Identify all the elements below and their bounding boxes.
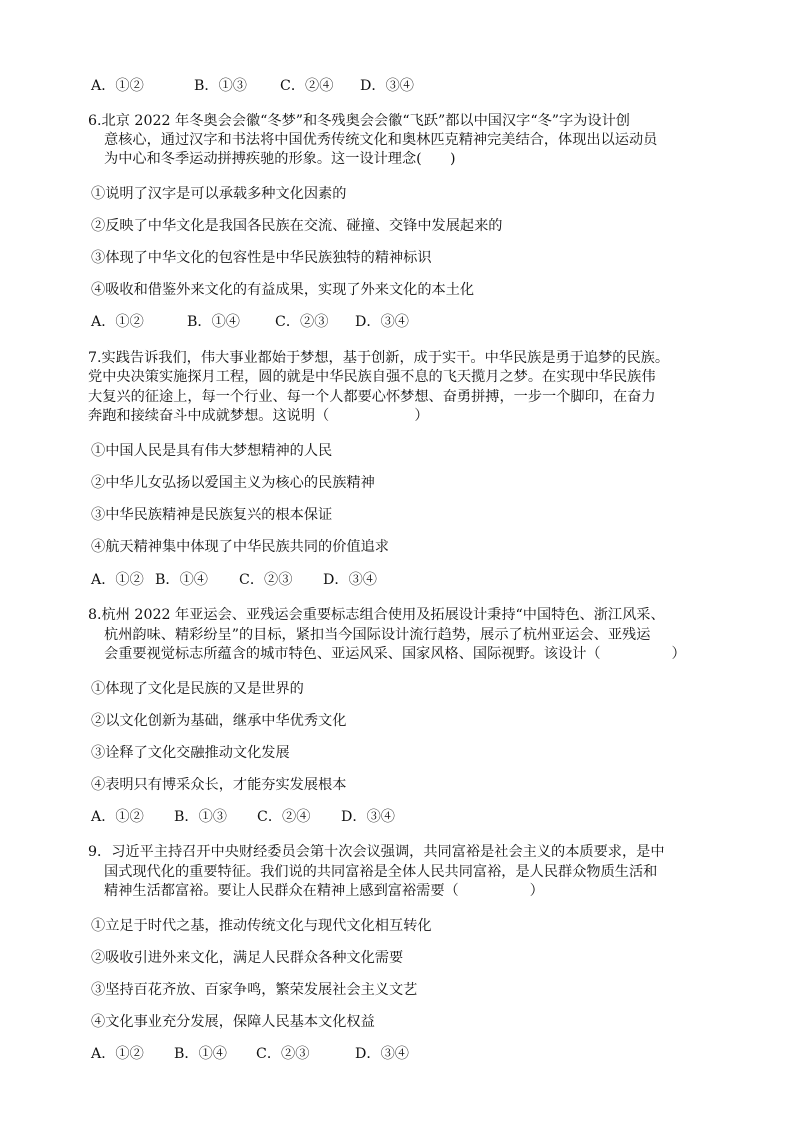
- question-7-option-1: ①中国人民是具有伟大梦想精神的人民: [91, 443, 333, 459]
- answer-row-q7: [91, 571, 377, 589]
- question-9-line-2: 国式现代化的重要特征。我们说的共同富裕是全体人民共同富裕，是人民群众物质生活和: [104, 864, 658, 880]
- question-6-option-4: ④吸收和借鉴外来文化的有益成果，实现了外来文化的本土化: [91, 282, 475, 298]
- answer-a: A．①②: [91, 572, 144, 588]
- answer-b: B．①③: [194, 78, 247, 94]
- question-9-line-1: 9．习近平主持召开中央财经委员会第十次会议强调，共同富裕是社会主义的本质要求，是中: [88, 844, 665, 860]
- question-7-option-3: ③中华民族精神是民族复兴的根本保证: [91, 507, 333, 523]
- question-9-option-2: ②吸收引进外来文化，满足人民群众各种文化需要: [91, 950, 404, 966]
- question-7-line-2: 党中央决策实施探月工程，圆的就是中华民族自强不息的飞天揽月之梦。在实现中华民族伟: [88, 369, 656, 385]
- answer-d: D．③④: [341, 809, 395, 825]
- question-6-line-2: 意核心，通过汉字和书法将中国优秀传统文化和奥林匹克精神完美结合，体现出以运动员: [104, 132, 658, 148]
- answer-a: A．①②: [91, 1046, 144, 1062]
- answer-c: C．②③: [275, 314, 329, 330]
- answer-row-q5: [91, 77, 414, 95]
- question-8-option-4: ④表明只有博采众长，才能夯实发展根本: [91, 777, 347, 793]
- answer-a: A．①②: [91, 809, 144, 825]
- question-6-option-1: ①说明了汉字是可以承载多种文化因素的: [91, 186, 347, 202]
- answer-d: D．③④: [355, 314, 409, 330]
- answer-row-q6: [91, 313, 409, 331]
- answer-b: B．①④: [174, 1046, 227, 1062]
- question-9-option-3: ③坚持百花齐放、百家争鸣，繁荣发展社会主义文艺: [91, 982, 418, 998]
- question-6-option-3: ③体现了中华文化的包容性是中华民族独特的精神标识: [91, 250, 432, 266]
- answer-c: C．②④: [280, 78, 334, 94]
- answer-b: B．①④: [155, 572, 208, 588]
- question-8-line-1: 8.杭州 2022 年亚运会、亚残运会重要标志组合使用及拓展设计秉持“中国特色、浙江风采、: [88, 607, 665, 623]
- question-7-option-2: ②中华儿女弘扬以爱国主义为核心的民族精神: [91, 475, 375, 491]
- question-7-line-1: 7.实践告诉我们，伟大事业都始于梦想，基于创新，成于实干。中华民族是勇于追梦的民族。: [88, 350, 670, 366]
- question-8-line-2: 杭州韵味、精彩纷呈”的目标，紧扣当今国际设计流行趋势，展示了杭州亚运会、亚残运: [104, 627, 651, 643]
- question-9-line-3: 精神生活都富裕。要让人民群众在精神上感到富裕需要（ ）: [104, 883, 544, 899]
- answer-d: D．③④: [360, 78, 414, 94]
- question-7-line-4: 奔跑和接续奋斗中成就梦想。这说明（ ）: [88, 408, 429, 424]
- question-8-option-3: ③诠释了文化交融推动文化发展: [91, 745, 290, 761]
- answer-c: C．②④: [257, 809, 311, 825]
- answer-b: B．①③: [174, 809, 227, 825]
- question-9-option-1: ①立足于时代之基，推动传统文化与现代文化相互转化: [91, 918, 432, 934]
- answer-d: D．③④: [355, 1046, 409, 1062]
- answer-row-q8: [91, 808, 395, 826]
- answer-b: B．①④: [187, 314, 240, 330]
- question-6-option-2: ②反映了中华文化是我国各民族在交流、碰撞、交锋中发展起来的: [91, 218, 503, 234]
- answer-a: A．①②: [91, 78, 144, 94]
- question-8-option-2: ②以文化创新为基础，继承中华优秀文化: [91, 713, 347, 729]
- question-7-line-3: 大复兴的征途上，每一个行业、每一个人都要心怀梦想、奋勇拼搏，一步一个脚印，在奋力: [88, 389, 656, 405]
- question-9-option-4: ④文化事业充分发展，保障人民基本文化权益: [91, 1014, 375, 1030]
- answer-d: D．③④: [323, 572, 377, 588]
- question-7-option-4: ④航天精神集中体现了中华民族共同的价值追求: [91, 539, 389, 555]
- question-8-option-1: ①体现了文化是民族的又是世界的: [91, 681, 304, 697]
- question-8-line-3: 会重要视觉标志所蕴含的城市特色、亚运风采、国家风格、国际视野。该设计（ ）: [104, 646, 686, 662]
- answer-row-q9: [91, 1045, 409, 1063]
- question-6-line-1: 6.北京 2022 年冬奥会会徽“冬梦”和冬残奥会会徽“飞跃”都以中国汉字“冬”字为设计创: [88, 113, 630, 129]
- question-6-line-3: 为中心和冬季运动拼搏疾驰的形象。这一设计理念( ): [104, 151, 456, 167]
- answer-a: A．①②: [91, 314, 144, 330]
- answer-c: C．②③: [239, 572, 293, 588]
- answer-c: C．②③: [256, 1046, 310, 1062]
